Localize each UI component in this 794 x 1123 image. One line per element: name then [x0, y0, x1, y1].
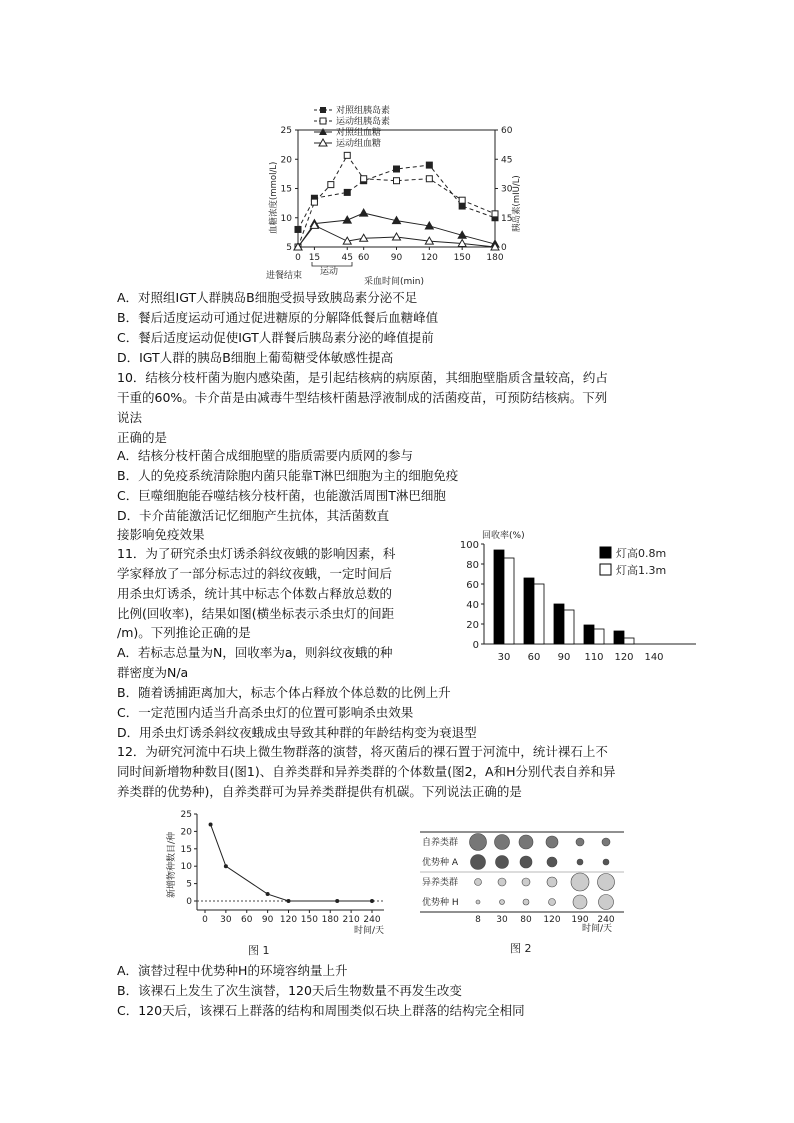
data-point	[328, 182, 334, 188]
x-tick-label: 120	[420, 253, 438, 263]
y-tick-label: 25	[180, 810, 192, 820]
q12-option-c: C．120天后，该裸石上群落的结构和周围类似石块上群落的结构完全相同	[117, 1003, 525, 1018]
y-right-tick-label: 0	[501, 243, 507, 253]
data-point	[426, 176, 432, 182]
bubble	[495, 835, 510, 850]
bubble	[573, 895, 587, 909]
data-point	[344, 152, 350, 158]
bubble	[571, 873, 589, 891]
y-tick-label: 100	[459, 540, 479, 551]
figure-q9-chart	[262, 102, 522, 288]
data-point	[361, 176, 367, 182]
x-tick-label: 60	[241, 915, 253, 925]
y-tick-label: 0	[186, 897, 192, 907]
legend-item: 对照组胰岛素	[336, 106, 391, 116]
bubble	[498, 878, 506, 886]
q9-option-d: D．IGT人群的胰岛B细胞上葡萄糖受体敏感性提高	[117, 350, 394, 365]
bar	[534, 584, 544, 644]
data-point	[295, 226, 301, 232]
x-tick-label: 0	[202, 915, 208, 925]
q11-option-a: A．若标志总量为N，回收率为a，则斜纹夜蛾的种	[117, 645, 393, 660]
y-tick-label: 60	[466, 580, 479, 591]
legend-swatch	[600, 564, 611, 575]
q10-stem: 10．结核分枝杆菌为胞内感染菌，是引起结核病的病原菌，其细胞壁脂质含量较高，约占	[117, 370, 608, 385]
figure-caption: 图 2	[510, 942, 532, 955]
x-axis-label: 采血时间(min)	[364, 277, 424, 287]
x-tick-label: 210	[342, 915, 360, 925]
bubble	[549, 899, 556, 906]
bar	[584, 625, 594, 644]
data-point	[311, 199, 317, 205]
q9-option-c: C．餐后适度运动促使IGT人群餐后胰岛素分泌的峰值提前	[117, 330, 434, 345]
q11-option-c: C．一定范围内适当升高杀虫灯的位置可影响杀虫效果	[117, 705, 414, 720]
y-right-tick-label: 15	[501, 213, 513, 224]
bar	[494, 550, 504, 644]
data-point	[344, 189, 350, 195]
bar	[504, 558, 514, 644]
row-label: 自养类群	[422, 838, 459, 848]
row-label: 优势种 A	[422, 858, 459, 868]
y-tick-label: 40	[466, 600, 479, 611]
x-tick-label: 150	[300, 915, 318, 925]
data-point	[343, 216, 351, 223]
y-tick-label: 80	[466, 560, 479, 571]
data-point	[393, 233, 401, 240]
x-tick-label: 120	[543, 915, 561, 925]
data-point	[459, 197, 465, 203]
legend-item: 运动组血糖	[336, 139, 382, 149]
y-right-tick-label: 60	[501, 126, 513, 136]
bubble	[471, 855, 486, 870]
y-left-tick-label: 15	[280, 184, 292, 195]
x-axis-label: 时间/天	[354, 926, 385, 936]
q11-stem: /m)。下列推论正确的是	[117, 625, 251, 640]
x-tick-label: 180	[486, 253, 504, 263]
x-tick-label: 0	[295, 253, 301, 263]
x-tick-label: 30	[220, 915, 232, 925]
data-point	[287, 899, 291, 903]
y-left-tick-label: 10	[280, 213, 292, 224]
series-line	[211, 824, 372, 901]
q10-option-d: D．卡介苗能激活记忆细胞产生抗体，其活菌数直	[117, 508, 390, 523]
x-tick-label: 120	[614, 652, 634, 663]
q11-stem: 比例(回收率)，结果如图(横坐标表示杀虫灯的间距	[117, 606, 395, 621]
q9-option-b: B．餐后适度运动可通过促进糖原的分解降低餐后血糖峰值	[117, 310, 439, 325]
figure-q12-fig1	[160, 808, 390, 960]
q10-option-d-cont: 接影响免疫效果	[117, 527, 205, 542]
q11-stem: 11．为了研究杀虫灯诱杀斜纹夜蛾的影响因素，科	[117, 546, 396, 561]
x-tick-label: 45	[341, 253, 353, 263]
data-point	[459, 203, 465, 209]
bubble	[576, 838, 584, 846]
q10-stem: 正确的是	[117, 430, 168, 445]
x-tick-label: 90	[390, 253, 403, 263]
x-tick-label: 80	[520, 915, 532, 925]
bubble	[520, 856, 532, 868]
bubble	[496, 856, 509, 869]
q10-stem: 干重的60%。卡介苗是由减毒牛型结核杆菌悬浮液制成的活菌疫苗，可预防结核病。下列	[117, 390, 608, 405]
bar	[524, 578, 534, 644]
bubble	[577, 859, 583, 865]
q10-option-b: B．人的免疫系统清除胞内菌只能靠T淋巴细胞为主的细胞免疫	[117, 468, 459, 483]
q11-option-d: D．用杀虫灯诱杀斜纹夜蛾成虫导致其种群的年龄结构变为衰退型	[117, 725, 477, 740]
data-point	[492, 211, 498, 217]
legend-item: 灯高0.8m	[616, 547, 667, 560]
q11-option-a-cont: 群密度为N/a	[117, 665, 189, 680]
q12-stem: 同时间新增物种数目(图1)、自养类群和异养类群的个体数量(图2，A和H分别代表自养和异	[117, 764, 616, 779]
q12-option-b: B．该裸石上发生了次生演替，120天后生物数量不再发生改变	[117, 983, 462, 998]
q12-option-a: A．演替过程中优势种H的环境容纳量上升	[117, 963, 348, 978]
figure-q12-fig2	[412, 822, 634, 960]
y-tick-label: 10	[180, 862, 192, 873]
bubble	[522, 878, 530, 886]
bubble	[475, 879, 482, 886]
y-axis-label: 回收率(%)	[482, 531, 525, 541]
legend-swatch	[600, 547, 611, 558]
bubble	[500, 900, 505, 905]
q11-stem: 用杀虫灯诱杀，统计其中标志个体数占释放总数的	[117, 586, 393, 601]
y-tick-label: 5	[186, 879, 192, 890]
bubble	[547, 857, 557, 867]
y-tick-label: 15	[180, 844, 192, 855]
bar	[594, 629, 604, 644]
y-tick-label: 0	[472, 640, 479, 651]
figure-q11-bar-chart	[456, 526, 706, 666]
data-point	[426, 162, 432, 168]
legend-item: 对照组血糖	[336, 128, 382, 138]
figure-caption: 图 1	[248, 944, 270, 957]
q10-option-a: A．结核分枝杆菌合成细胞壁的脂质需要内质网的参与	[117, 448, 414, 463]
bubble	[523, 899, 529, 905]
y-right-tick-label: 45	[501, 155, 513, 166]
x-tick-label: 90	[557, 652, 571, 663]
y-right-tick-label: 30	[501, 184, 513, 195]
q12-stem: 养类群的优势种)，自养类群可为异养类群提供有机碳。下列说法正确的是	[117, 784, 522, 799]
data-point	[224, 864, 228, 868]
data-point	[360, 209, 368, 216]
y-left-tick-label: 20	[280, 155, 292, 166]
x-tick-label: 8	[475, 915, 481, 925]
x-tick-label: 30	[496, 915, 508, 925]
bubble	[599, 895, 614, 910]
x-tick-label: 110	[584, 652, 604, 663]
bar	[554, 604, 564, 644]
x-tick-label: 120	[279, 915, 298, 925]
x-axis-label: 时间/天	[582, 924, 613, 934]
q11-stem: 学家释放了一部分标志过的斜纹夜蛾，一定时间后	[117, 566, 393, 581]
legend	[314, 104, 390, 149]
x-tick-label: 240	[597, 915, 615, 925]
x-tick-label: 190	[571, 915, 589, 925]
data-point	[335, 899, 339, 903]
data-point	[370, 899, 374, 903]
x-tick-label: 30	[497, 652, 511, 663]
bubble	[546, 836, 558, 848]
x-tick-label: 240	[363, 915, 381, 925]
bubble	[598, 874, 615, 891]
q9-option-a: A．对照组IGT人群胰岛B细胞受损导致胰岛素分泌不足	[117, 290, 418, 305]
bar	[564, 610, 574, 644]
data-point	[209, 822, 213, 826]
data-point	[394, 178, 400, 184]
y-axis-label: 新增物种数目/种	[167, 831, 177, 898]
y-left-tick-label: 5	[286, 243, 292, 253]
bubble	[547, 877, 557, 887]
data-point	[394, 166, 400, 172]
x-tick-label: 90	[261, 915, 274, 925]
bar	[614, 631, 624, 644]
x-tick-label: 15	[308, 253, 321, 263]
x-tick-label: 140	[644, 652, 664, 663]
bubble	[602, 838, 610, 846]
y-right-label: 胰岛素(mIU/L)	[512, 175, 522, 232]
q12-stem: 12．为研究河流中石块上微生物群落的演替，将灭菌后的裸石置于河流中，统计裸石上不	[117, 744, 608, 759]
y-left-tick-label: 25	[280, 126, 292, 136]
y-tick-label: 20	[180, 827, 192, 838]
row-label: 优势种 H	[422, 898, 459, 908]
x-tick-label: 60	[357, 253, 370, 263]
data-point	[266, 892, 270, 896]
bar	[624, 638, 634, 644]
x-tick-label: 150	[453, 253, 471, 263]
bubble	[603, 859, 609, 865]
y-tick-label: 20	[466, 620, 479, 631]
x-tick-label: 60	[527, 652, 541, 663]
y-left-label: 血糖浓度(mmol/L)	[269, 161, 279, 234]
row-label: 异养类群	[422, 878, 459, 888]
bubble	[476, 900, 480, 904]
legend-item: 灯高1.3m	[616, 564, 667, 577]
bubble	[470, 834, 487, 851]
q10-stem: 说法	[117, 410, 143, 425]
annot-meal-end: 进餐结束	[266, 271, 303, 281]
bubble	[519, 835, 533, 849]
q11-option-b: B．随着诱捕距离加大，标志个体占释放个体总数的比例上升	[117, 685, 451, 700]
legend	[600, 546, 666, 577]
q10-option-c: C．巨噬细胞能吞噬结核分枝杆菌，也能激活周围T淋巴细胞	[117, 488, 446, 503]
legend-item: 运动组胰岛素	[336, 117, 391, 127]
annot-exercise: 运动	[320, 267, 339, 277]
x-tick-label: 180	[321, 915, 339, 925]
